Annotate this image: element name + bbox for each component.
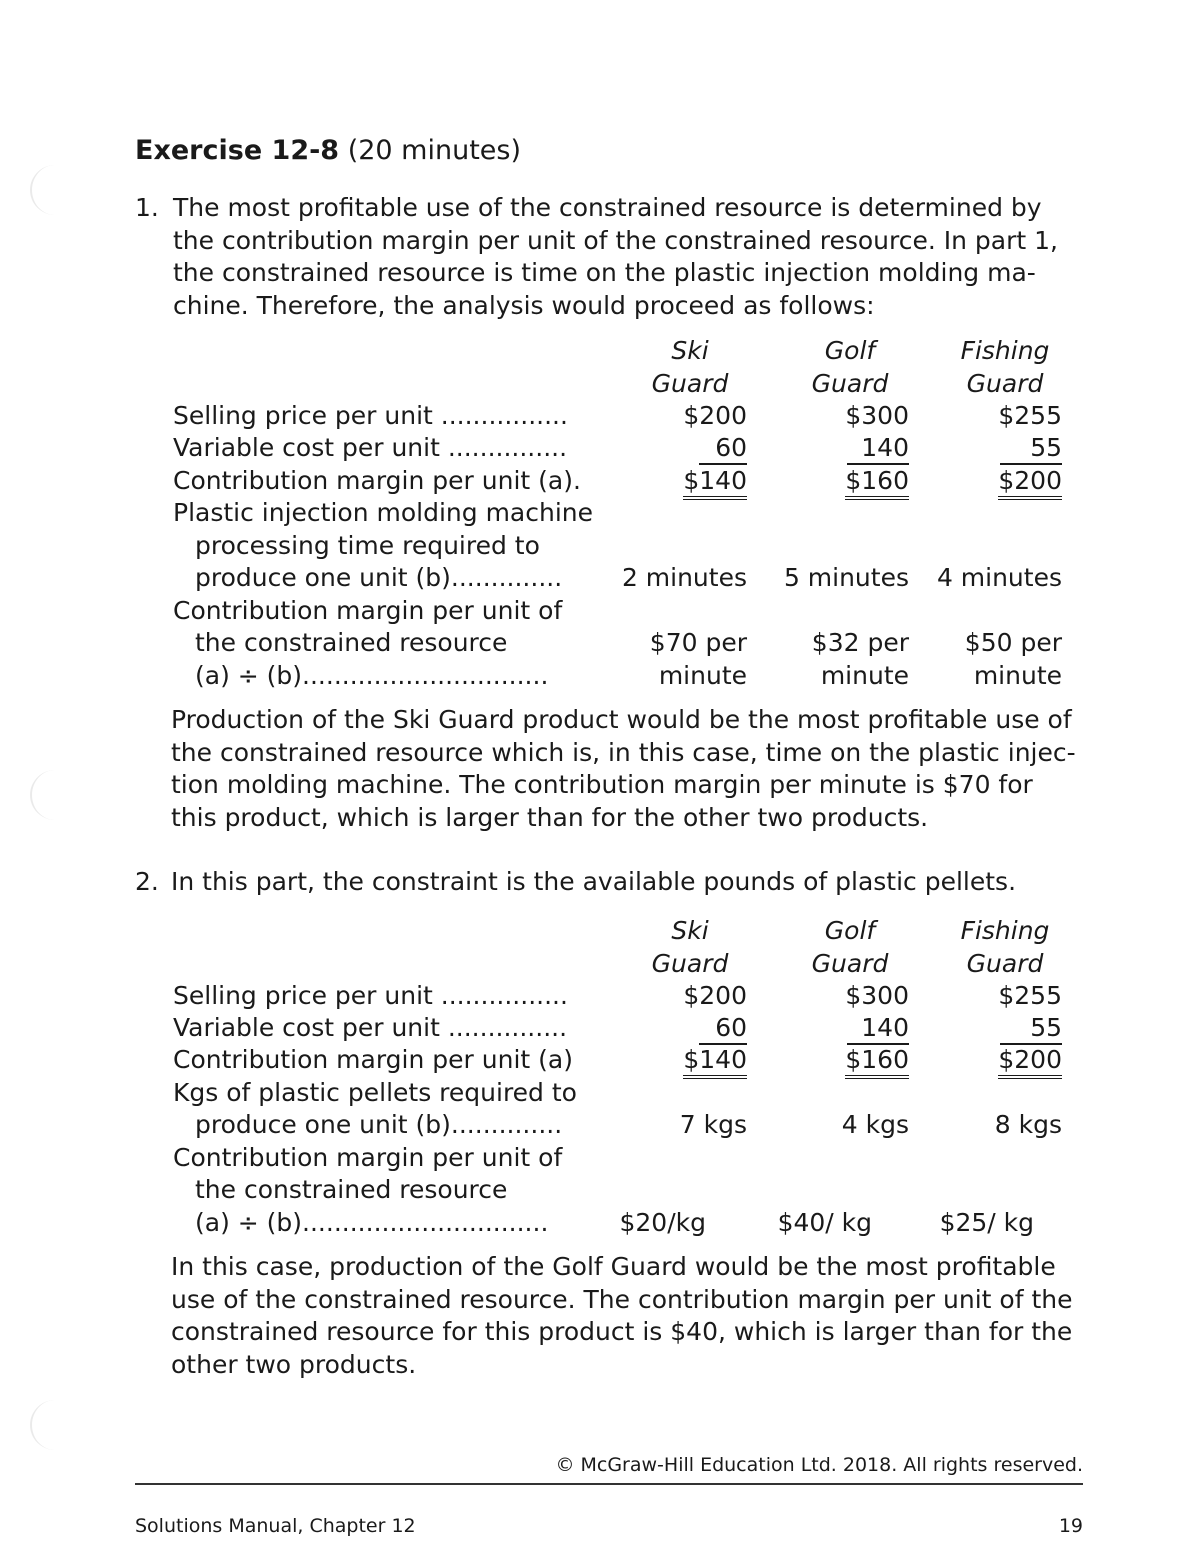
part2-variable-fishing-value: 55 (1000, 1013, 1062, 1045)
exercise-title-duration: (20 minutes) (339, 135, 521, 166)
part1-intro (173, 192, 1058, 322)
part2-selling-fishing: $255 (998, 981, 1062, 1010)
part1-intro-line: the contribution margin per unit of the constrained resource. In part 1, (173, 225, 1058, 255)
part2-header-ski (630, 914, 750, 980)
part1-label-cm: Contribution margin per unit (a). (173, 466, 581, 495)
part1-conclusion-line: the constrained resource which is, in this case, time on the plastic injec- (171, 737, 1076, 767)
part1-selling-fishing: $255 (998, 401, 1062, 430)
part1-header-golf (790, 334, 910, 400)
header-line: Guard (966, 369, 1044, 398)
part1-selling-golf: $300 (845, 401, 909, 430)
part1-variable-golf (847, 432, 909, 465)
part1-label-selling: Selling price per unit ................ (173, 401, 568, 430)
part1-cm-golf-value: $160 (845, 466, 909, 500)
part2-cm-fishing (998, 1044, 1062, 1079)
part1-cm-ski (683, 465, 747, 500)
part1-variable-golf-value: 140 (847, 433, 909, 465)
part1-time-golf: 5 minutes (783, 563, 909, 592)
part1-time-ski: 2 minutes (621, 563, 747, 592)
part2-kgs-fishing: 8 kgs (994, 1110, 1062, 1139)
part2-cmc-golf: $40/ kg (777, 1208, 872, 1237)
part2-intro: In this part, the constraint is the available pounds of plastic pellets. (171, 867, 1017, 896)
part2-variable-fishing (1000, 1012, 1062, 1045)
copyright-notice: © McGraw-Hill Education Ltd. 2018. All rights reserved. (555, 1454, 1083, 1476)
footer-divider (135, 1483, 1083, 1485)
part2-header-golf (790, 914, 910, 980)
part2-label-kgs-1: Kgs of plastic pellets required to (173, 1078, 577, 1107)
exercise-title-bold: Exercise 12-8 (135, 135, 340, 166)
part1-label-cmc-3: (a) ÷ (b)............................... (195, 661, 549, 690)
part2-kgs-golf: 4 kgs (841, 1110, 909, 1139)
header-line: Guard (651, 949, 729, 978)
part2-cmc-fishing: $25/ kg (939, 1208, 1034, 1237)
part1-cm-fishing (998, 465, 1062, 500)
part1-conclusion-line: Production of the Ski Guard product would be the most profitable use of (171, 705, 1072, 734)
part2-label-selling: Selling price per unit ................ (173, 981, 568, 1010)
part1-label-machine-1: Plastic injection molding machine (173, 498, 594, 527)
part1-label-variable: Variable cost per unit ............... (173, 433, 568, 462)
part2-number: 2. (135, 867, 159, 896)
part2-variable-golf (847, 1012, 909, 1045)
header-line: Fishing (960, 336, 1050, 365)
part1-variable-fishing-value: 55 (1000, 433, 1062, 465)
part2-conclusion-line: constrained resource for this product is $40, which is larger than for the (171, 1317, 1073, 1346)
exercise-title (135, 133, 521, 169)
part2-variable-golf-value: 140 (847, 1013, 909, 1045)
part1-conclusion-line: this product, which is larger than for the other two products. (171, 802, 929, 832)
part2-label-cm: Contribution margin per unit (a) (173, 1045, 573, 1074)
part1-cm-fishing-value: $200 (998, 466, 1062, 500)
header-line: Golf (824, 916, 876, 945)
part2-cm-golf (845, 1044, 909, 1079)
header-line: Guard (651, 369, 729, 398)
header-line: Guard (966, 949, 1044, 978)
part1-conclusion-line: tion molding machine. The contribution margin per minute is $70 for (171, 770, 1033, 799)
header-line: Fishing (960, 916, 1050, 945)
part1-header-fishing (945, 334, 1065, 400)
punch-hole-mark (30, 1400, 62, 1450)
part1-cmc-golf-b: minute (820, 661, 909, 690)
part1-label-cmc-2: the constrained resource (195, 628, 508, 657)
part1-intro-line: The most profitable use of the constrained resource is determined by (173, 193, 1042, 222)
punch-hole-mark (30, 165, 62, 215)
part2-cmc-ski: $20/kg (619, 1208, 706, 1237)
part2-header-fishing (945, 914, 1065, 980)
part1-number: 1. (135, 193, 159, 222)
header-line: Ski (671, 336, 709, 365)
part2-cm-ski-value: $140 (683, 1045, 747, 1079)
part2-conclusion-line: other two products. (171, 1349, 417, 1379)
part2-conclusion-line: use of the constrained resource. The contribution margin per unit of the (171, 1284, 1073, 1314)
part2-kgs-ski: 7 kgs (679, 1110, 747, 1139)
part2-label-cmc-2: the constrained resource (195, 1175, 508, 1204)
header-line: Golf (824, 336, 876, 365)
part2-conclusion (171, 1251, 1073, 1381)
part1-cmc-golf-a: $32 per (811, 628, 909, 657)
part2-cm-golf-value: $160 (845, 1045, 909, 1079)
part1-variable-fishing (1000, 432, 1062, 465)
part2-selling-ski: $200 (683, 981, 747, 1010)
part2-label-cmc-3: (a) ÷ (b)............................... (195, 1208, 549, 1237)
part2-selling-golf: $300 (845, 981, 909, 1010)
part1-label-machine-3: produce one unit (b).............. (195, 563, 563, 592)
part2-label-variable: Variable cost per unit ............... (173, 1013, 568, 1042)
part2-cm-ski (683, 1044, 747, 1079)
part1-label-cmc-1: Contribution margin per unit of (173, 596, 563, 625)
part1-cmc-ski-b: minute (658, 661, 747, 690)
page-number: 19 (1058, 1515, 1083, 1537)
part1-cm-ski-value: $140 (683, 466, 747, 500)
part2-variable-ski-value: 60 (699, 1013, 747, 1045)
footer-manual-title: Solutions Manual, Chapter 12 (135, 1515, 416, 1537)
part2-label-cmc-1: Contribution margin per unit of (173, 1143, 563, 1172)
part2-variable-ski (699, 1012, 747, 1045)
part2-conclusion-line: In this case, production of the Golf Guard would be the most profitable (171, 1252, 1056, 1281)
punch-hole-mark (30, 770, 62, 820)
part1-time-fishing: 4 minutes (936, 563, 1062, 592)
part1-conclusion (171, 704, 1076, 834)
part1-cmc-fishing-a: $50 per (964, 628, 1062, 657)
part1-variable-ski-value: 60 (699, 433, 747, 465)
part1-cmc-ski-a: $70 per (649, 628, 747, 657)
part2-label-kgs-2: produce one unit (b).............. (195, 1110, 563, 1139)
part1-cm-golf (845, 465, 909, 500)
part1-variable-ski (699, 432, 747, 465)
header-line: Guard (811, 369, 889, 398)
part1-cmc-fishing-b: minute (973, 661, 1062, 690)
part1-intro-line: the constrained resource is time on the plastic injection molding ma- (173, 258, 1036, 287)
part1-label-machine-2: processing time required to (195, 531, 540, 560)
header-line: Ski (671, 916, 709, 945)
header-line: Guard (811, 949, 889, 978)
part1-header-ski (630, 334, 750, 400)
part1-intro-line: chine. Therefore, the analysis would proceed as follows: (173, 290, 875, 320)
part1-selling-ski: $200 (683, 401, 747, 430)
part2-cm-fishing-value: $200 (998, 1045, 1062, 1079)
